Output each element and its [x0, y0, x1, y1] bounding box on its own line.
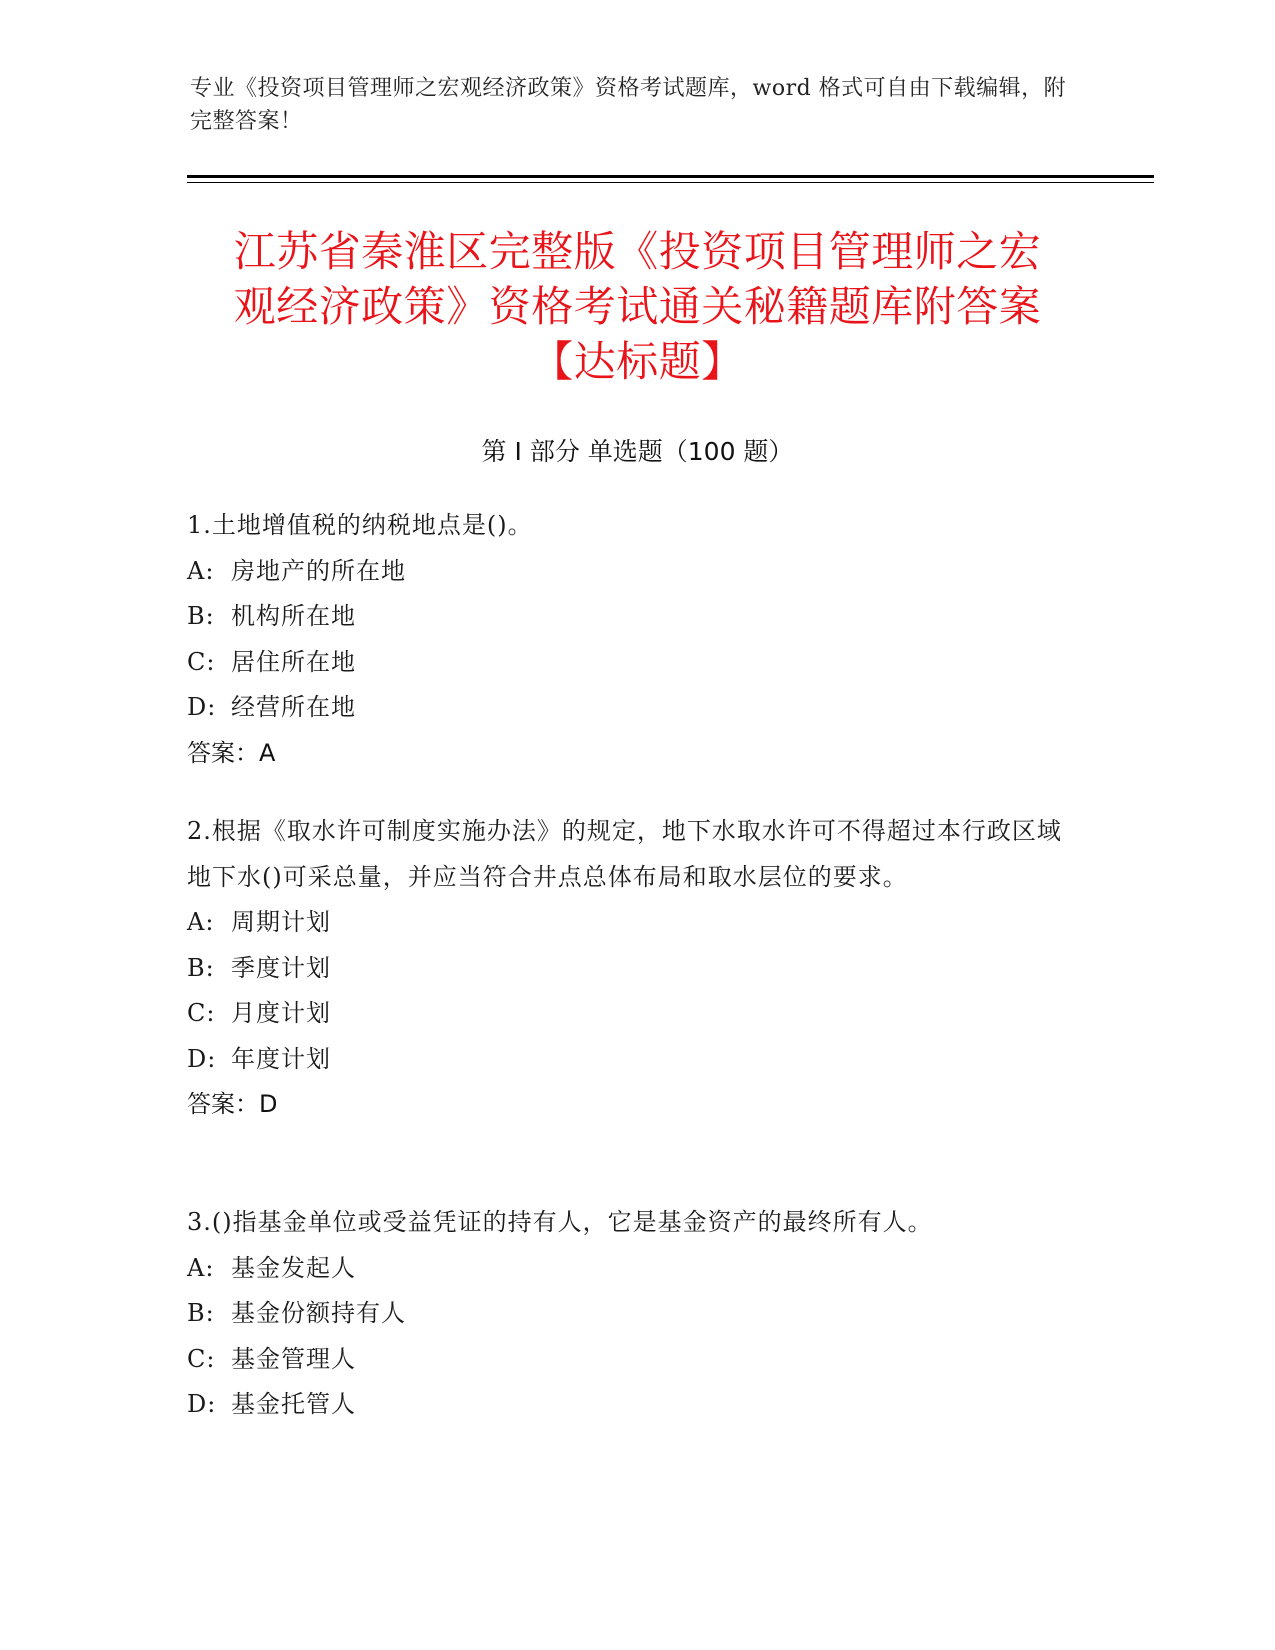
option-letter: A: — [187, 1253, 215, 1282]
question-item — [187, 503, 1067, 776]
document-title — [160, 224, 1115, 389]
option-letter: A: — [187, 908, 215, 936]
question-stem: 3.()指基金单位或受益凭证的持有人，它是基金资产的最终所有人。 — [187, 1208, 933, 1236]
option-letter: D: — [187, 693, 217, 721]
question-option — [187, 991, 1067, 1037]
question-option — [187, 900, 1067, 946]
question-stem: 1.土地增值税的纳税地点是()。 — [187, 511, 533, 539]
option-letter: C: — [187, 647, 216, 676]
option-text: 经营所在地 — [231, 693, 356, 721]
document-title-line: 【达标题】 — [531, 337, 744, 386]
question-option — [187, 1337, 1067, 1383]
option-letter: B: — [187, 1299, 215, 1327]
option-text: 基金管理人 — [231, 1344, 356, 1373]
question-item — [187, 809, 1067, 1128]
option-letter: B: — [187, 602, 215, 630]
question-option — [187, 685, 1067, 731]
option-text: 月度计划 — [231, 999, 331, 1027]
question-stem: 2.根据《取水许可制度实施办法》的规定，地下水取水许可不得超过本行政区域地下水()可采总量，并应当符合井点总体布局和取水层位的要求。 — [187, 817, 1062, 891]
option-text: 基金托管人 — [231, 1390, 356, 1418]
question-option — [187, 946, 1067, 992]
question-item — [187, 1200, 1067, 1428]
option-letter: A: — [187, 556, 215, 585]
option-text: 机构所在地 — [231, 602, 356, 630]
option-letter: C: — [187, 1344, 216, 1373]
question-answer: 答案：D — [187, 1090, 278, 1118]
header-rule-thick — [187, 175, 1154, 178]
option-text: 季度计划 — [231, 953, 331, 982]
option-letter: B: — [187, 953, 215, 982]
question-option — [187, 640, 1067, 686]
option-letter: D: — [187, 1044, 217, 1073]
question-answer: 答案：A — [187, 738, 276, 767]
question-option — [187, 1382, 1067, 1428]
option-text: 房地产的所在地 — [231, 556, 406, 585]
option-text: 基金份额持有人 — [231, 1299, 406, 1327]
question-option — [187, 1037, 1067, 1083]
option-text: 居住所在地 — [231, 647, 356, 676]
option-text: 基金发起人 — [231, 1253, 356, 1282]
question-option — [187, 549, 1067, 595]
option-letter: C: — [187, 999, 216, 1027]
header-note: 专业《投资项目管理师之宏观经济政策》资格考试题库，word 格式可自由下载编辑，附完整答案！ — [190, 76, 1067, 134]
option-letter: D: — [187, 1390, 217, 1418]
option-text: 年度计划 — [231, 1044, 331, 1073]
header-rule-thin — [187, 182, 1154, 183]
document-title-line: 观经济政策》资格考试通关秘籍题库附答案 — [233, 282, 1042, 331]
document-title-line: 江苏省秦淮区完整版《投资项目管理师之宏 — [233, 227, 1042, 276]
question-option — [187, 1246, 1067, 1292]
section-heading: 第 I 部分 单选题（100 题） — [481, 437, 794, 466]
question-option — [187, 1291, 1067, 1337]
question-option — [187, 594, 1067, 640]
option-text: 周期计划 — [231, 908, 331, 936]
